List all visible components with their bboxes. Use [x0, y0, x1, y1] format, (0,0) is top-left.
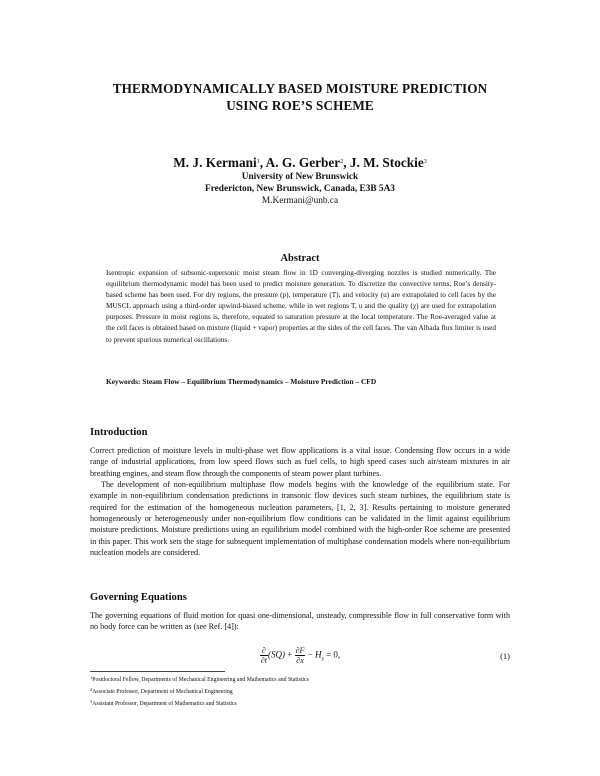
paragraph: Correct prediction of moisture levels in multi-phase wet flow applications is a vital issue. Condensing flow occurs in a wide range of industrial applications, from low speed flows such as fuel cells, to high speed cases such air/steam mixtures in air breathing engines, and steam flow through the components of steam power plant turbines. [90, 446, 510, 478]
introduction-body [90, 445, 510, 558]
author-mark: 2 [340, 159, 344, 165]
author-mark: 1 [256, 159, 260, 165]
footnote: $^1$Postdoctoral Fellow, Departments of Mechanical Engineering and Mathematics and Statistics [90, 675, 309, 683]
governing-equations-heading: Governing Equations [90, 592, 187, 603]
paper-title [90, 80, 510, 114]
equation-body: $\frac{\partial}{\partial t}$ (SQ) + $\frac{\partial F}{\partial x}$ − $H_s = 0$, [260, 646, 341, 665]
footnote: $^2$Associate Professor, Department of Mechanical Engineering [90, 687, 233, 696]
affiliation-address: Fredericton, New Brunswick, Canada, E3B 5A3 [205, 184, 395, 194]
equation-number: (1) [500, 651, 510, 661]
equation-1 [90, 643, 510, 669]
paragraph: The development of non-equilibrium multiphase flow models begins with the knowledge of the equilibrium state. For example in non-equilibrium condensation predictions in transonic flow devices such steam turbines, the equilibrium state is required for the estimation of the homogeneous nucleation parameters, [1, 2, 3]. Results pertaining to moisture generated homogeneously or heterogeneously under non-equilibrium flow conditions can be validated in the limit against equilibrium moisture predictions. Moisture predictions using an equilibrium model combined with the high-order Roe scheme are presented in this paper. This work sets the stage for subsequent implementation of multiphase condensation models where non-equilibrium nucleation models are considered. [90, 480, 510, 558]
author-mark: 3 [423, 159, 427, 165]
governing-body [90, 610, 510, 633]
affiliation-email: M.Kermani@unb.ca [261, 196, 339, 206]
affiliation-university: University of New Brunswick [241, 172, 359, 182]
paragraph: The governing equations of fluid motion for quasi one-dimensional, unsteady, compressible flow in full conservative form with no body force can be written as (see Ref. [4]): [90, 611, 510, 632]
fraction: $\frac{\partial F}{\partial x}$ [295, 646, 305, 665]
fraction: $\frac{\partial}{\partial t}$ [260, 646, 267, 665]
footnotes [90, 673, 510, 710]
author-list: M. J. Kermani$^1$, A. G. Gerber$^2$, J. M. Stockie$^3$ [173, 155, 427, 170]
footnote: $^3$Assistant Professor, Department of Mathematics and Statistics [90, 699, 237, 708]
author-name: J. M. Stockie [349, 155, 424, 170]
title-line-1: THERMODYNAMICALLY BASED MOISTURE PREDICTION [112, 81, 488, 96]
title-line-2: USING ROE’S SCHEME [226, 98, 374, 113]
footnote-divider [90, 671, 225, 672]
introduction-heading: Introduction [90, 427, 148, 438]
abstract-text: Isentropic expansion of subsonic-supersonic moist steam flow in 1D converging-diverging nozzles is studied numerically. The equilibrium thermodynamic model has been used to predict moisture generation. To discretize the convective terms, Roe’s density-based scheme has been used. For dry regions, the pressure (p), temperature (T), and velocity (u) are extrapolated to cell faces by the MUSCL approach using a third-order upwind-biased scheme, while in wet regions T, u and the quality (χ) are used for extrapolation purposes. Pressure in moist regions is, therefore, equated to saturation pressure at the local temperature. The Roe-averaged value at the cell faces is obtained based on mixture (liquid + vapor) properties at the sides of the cell faces. The van Albada flux limiter is used to prevent spurious numerical oscillations. [106, 269, 496, 344]
keywords: Keywords: Steam Flow – Equilibrium Thermodynamics – Moisture Prediction – CFD [106, 377, 377, 386]
abstract-heading: Abstract [280, 253, 320, 264]
author-name: M. J. Kermani [173, 155, 257, 170]
author-name: A. G. Gerber [265, 155, 341, 170]
